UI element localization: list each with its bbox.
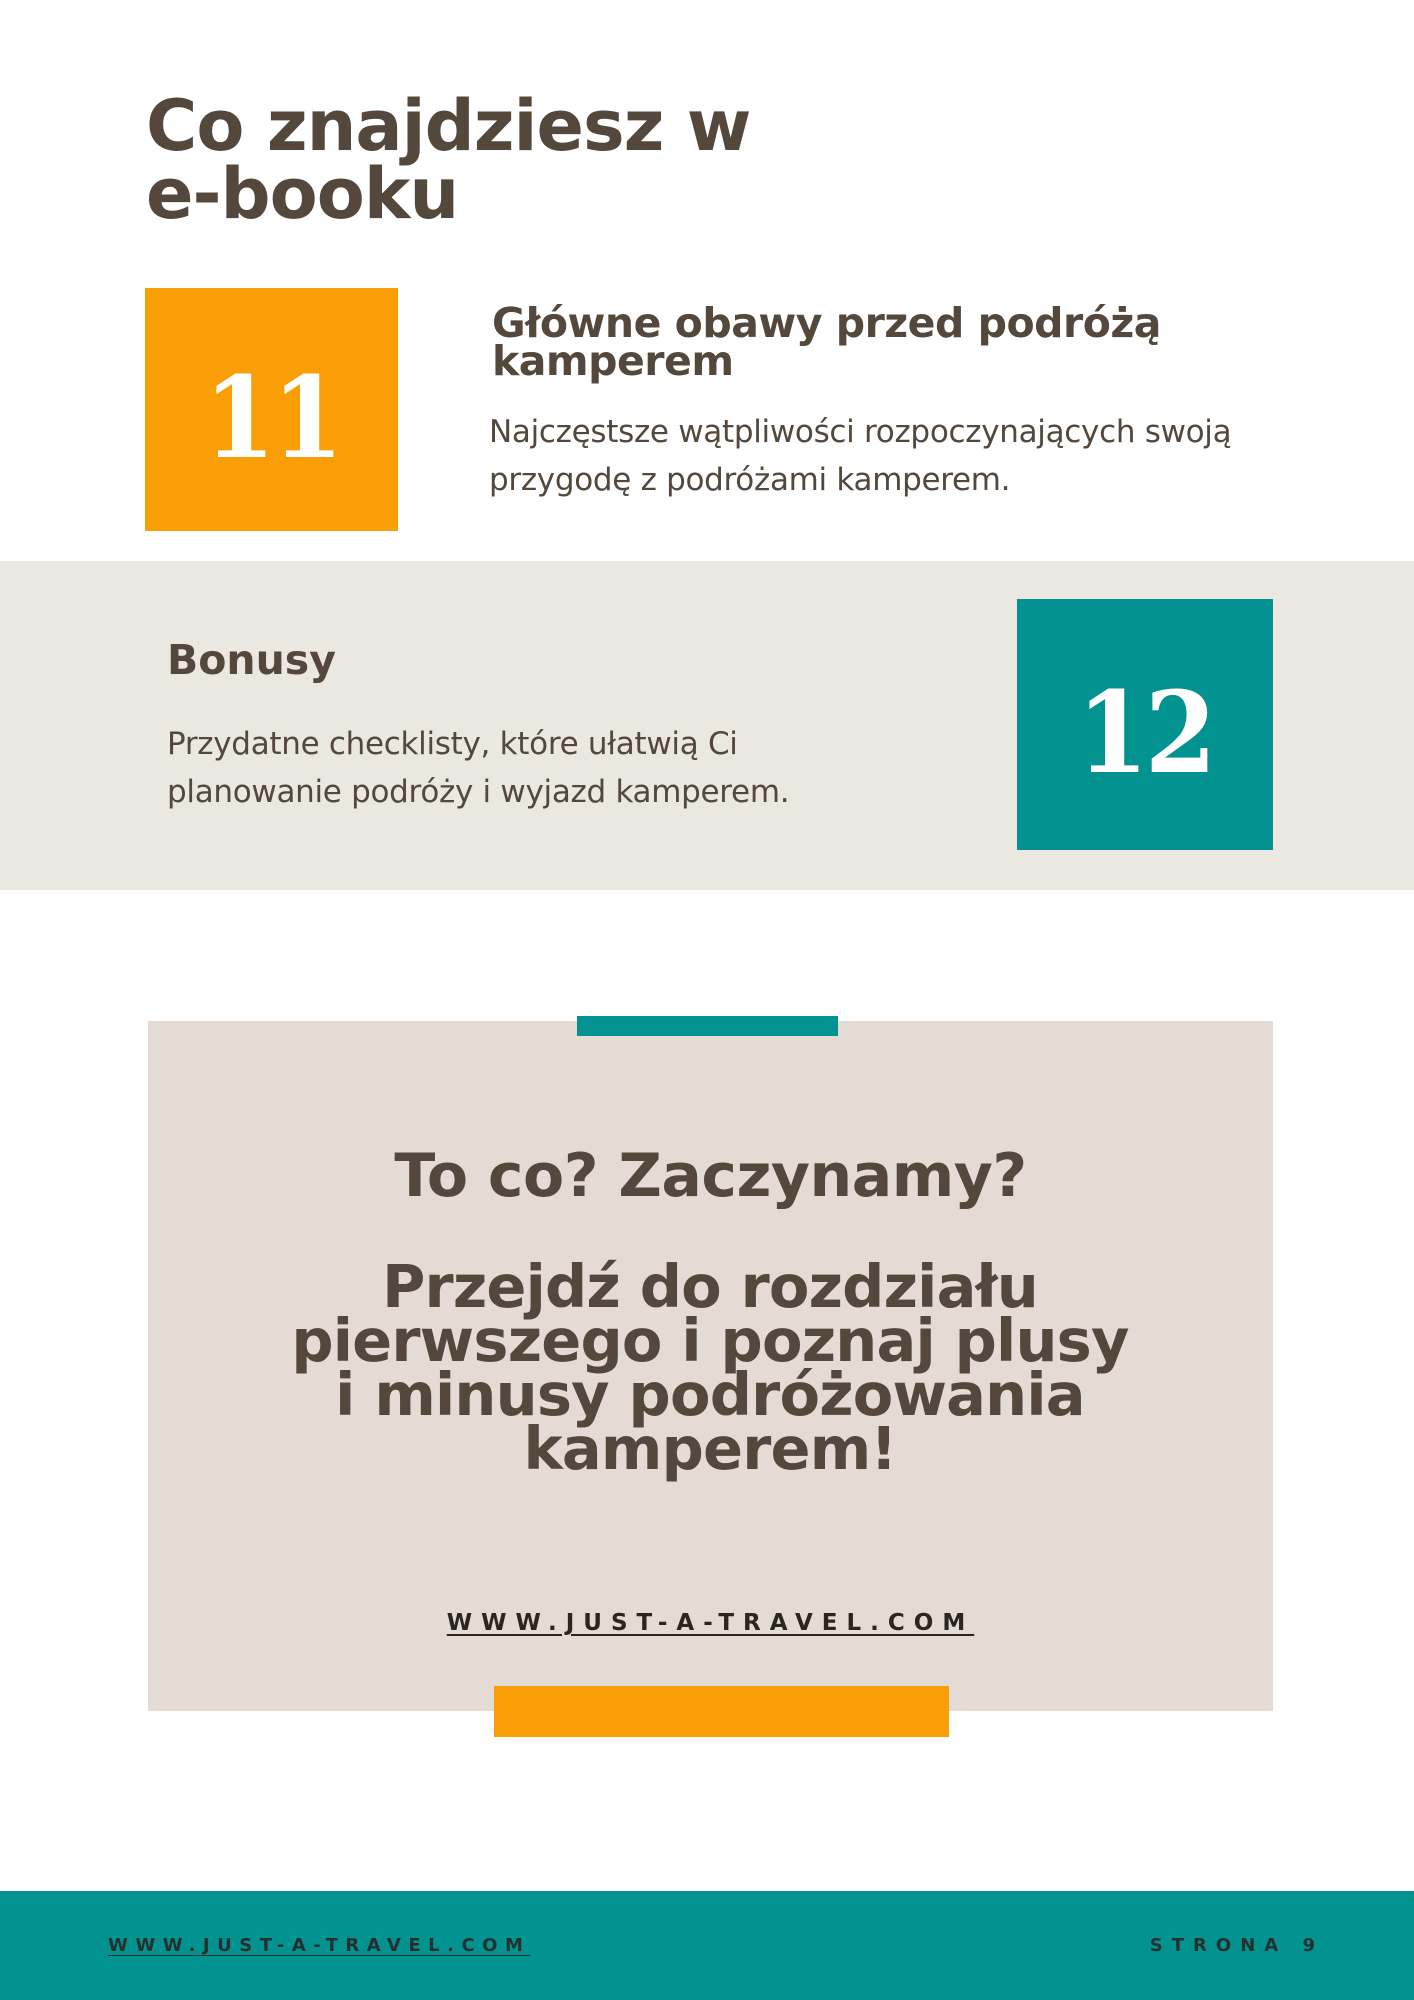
chapter-12-description <box>167 720 867 816</box>
chapter-number-box-11 <box>145 288 398 531</box>
chapter-11-title-line-2: kamperem <box>492 337 734 385</box>
chapter-number-12: 12 <box>1076 668 1214 799</box>
call-to-action-bottom-accent-bar <box>494 1686 949 1737</box>
footer-page-number: STRONA 9 <box>1149 1935 1324 1956</box>
chapter-11-description-line-2: przygodę z podróżami kamperem. <box>489 462 1011 498</box>
chapter-11-title <box>492 299 1192 385</box>
call-to-action-message-line-4: kamperem! <box>523 1414 897 1483</box>
call-to-action-message-line-3: i minusy podróżowania <box>335 1360 1085 1429</box>
call-to-action-website-link[interactable]: WWW.JUST-A-TRAVEL.COM <box>446 1610 975 1636</box>
chapter-12-title: Bonusy <box>167 636 336 684</box>
page-title <box>146 85 846 235</box>
footer-website-link[interactable]: WWW.JUST-A-TRAVEL.COM <box>108 1935 531 1956</box>
chapter-12-description-line-1: Przydatne checklisty, które ułatwią Ci <box>167 726 738 762</box>
call-to-action-top-accent-bar <box>577 1016 838 1036</box>
chapter-12-description-line-2: planowanie podróży i wyjazd kamperem. <box>167 774 790 810</box>
chapter-11-description-line-1: Najczęstsze wątpliwości rozpoczynających swoją <box>489 414 1232 450</box>
chapter-11-description <box>489 408 1319 504</box>
call-to-action-message <box>260 1252 1160 1483</box>
chapter-11-title-line-1: Główne obawy przed podróżą <box>492 299 1161 347</box>
chapter-number-box-12 <box>1017 599 1273 850</box>
page-title-line-2: e-booku <box>146 153 459 235</box>
page-title-line-1: Co znajdziesz w <box>146 85 751 167</box>
call-to-action-message-line-2: pierwszego i poznaj plusy <box>291 1306 1129 1375</box>
call-to-action-message-line-1: Przejdź do rozdziału <box>382 1252 1038 1321</box>
chapter-number-11: 11 <box>203 353 340 484</box>
call-to-action-heading: To co? Zaczynamy? <box>394 1141 1027 1211</box>
